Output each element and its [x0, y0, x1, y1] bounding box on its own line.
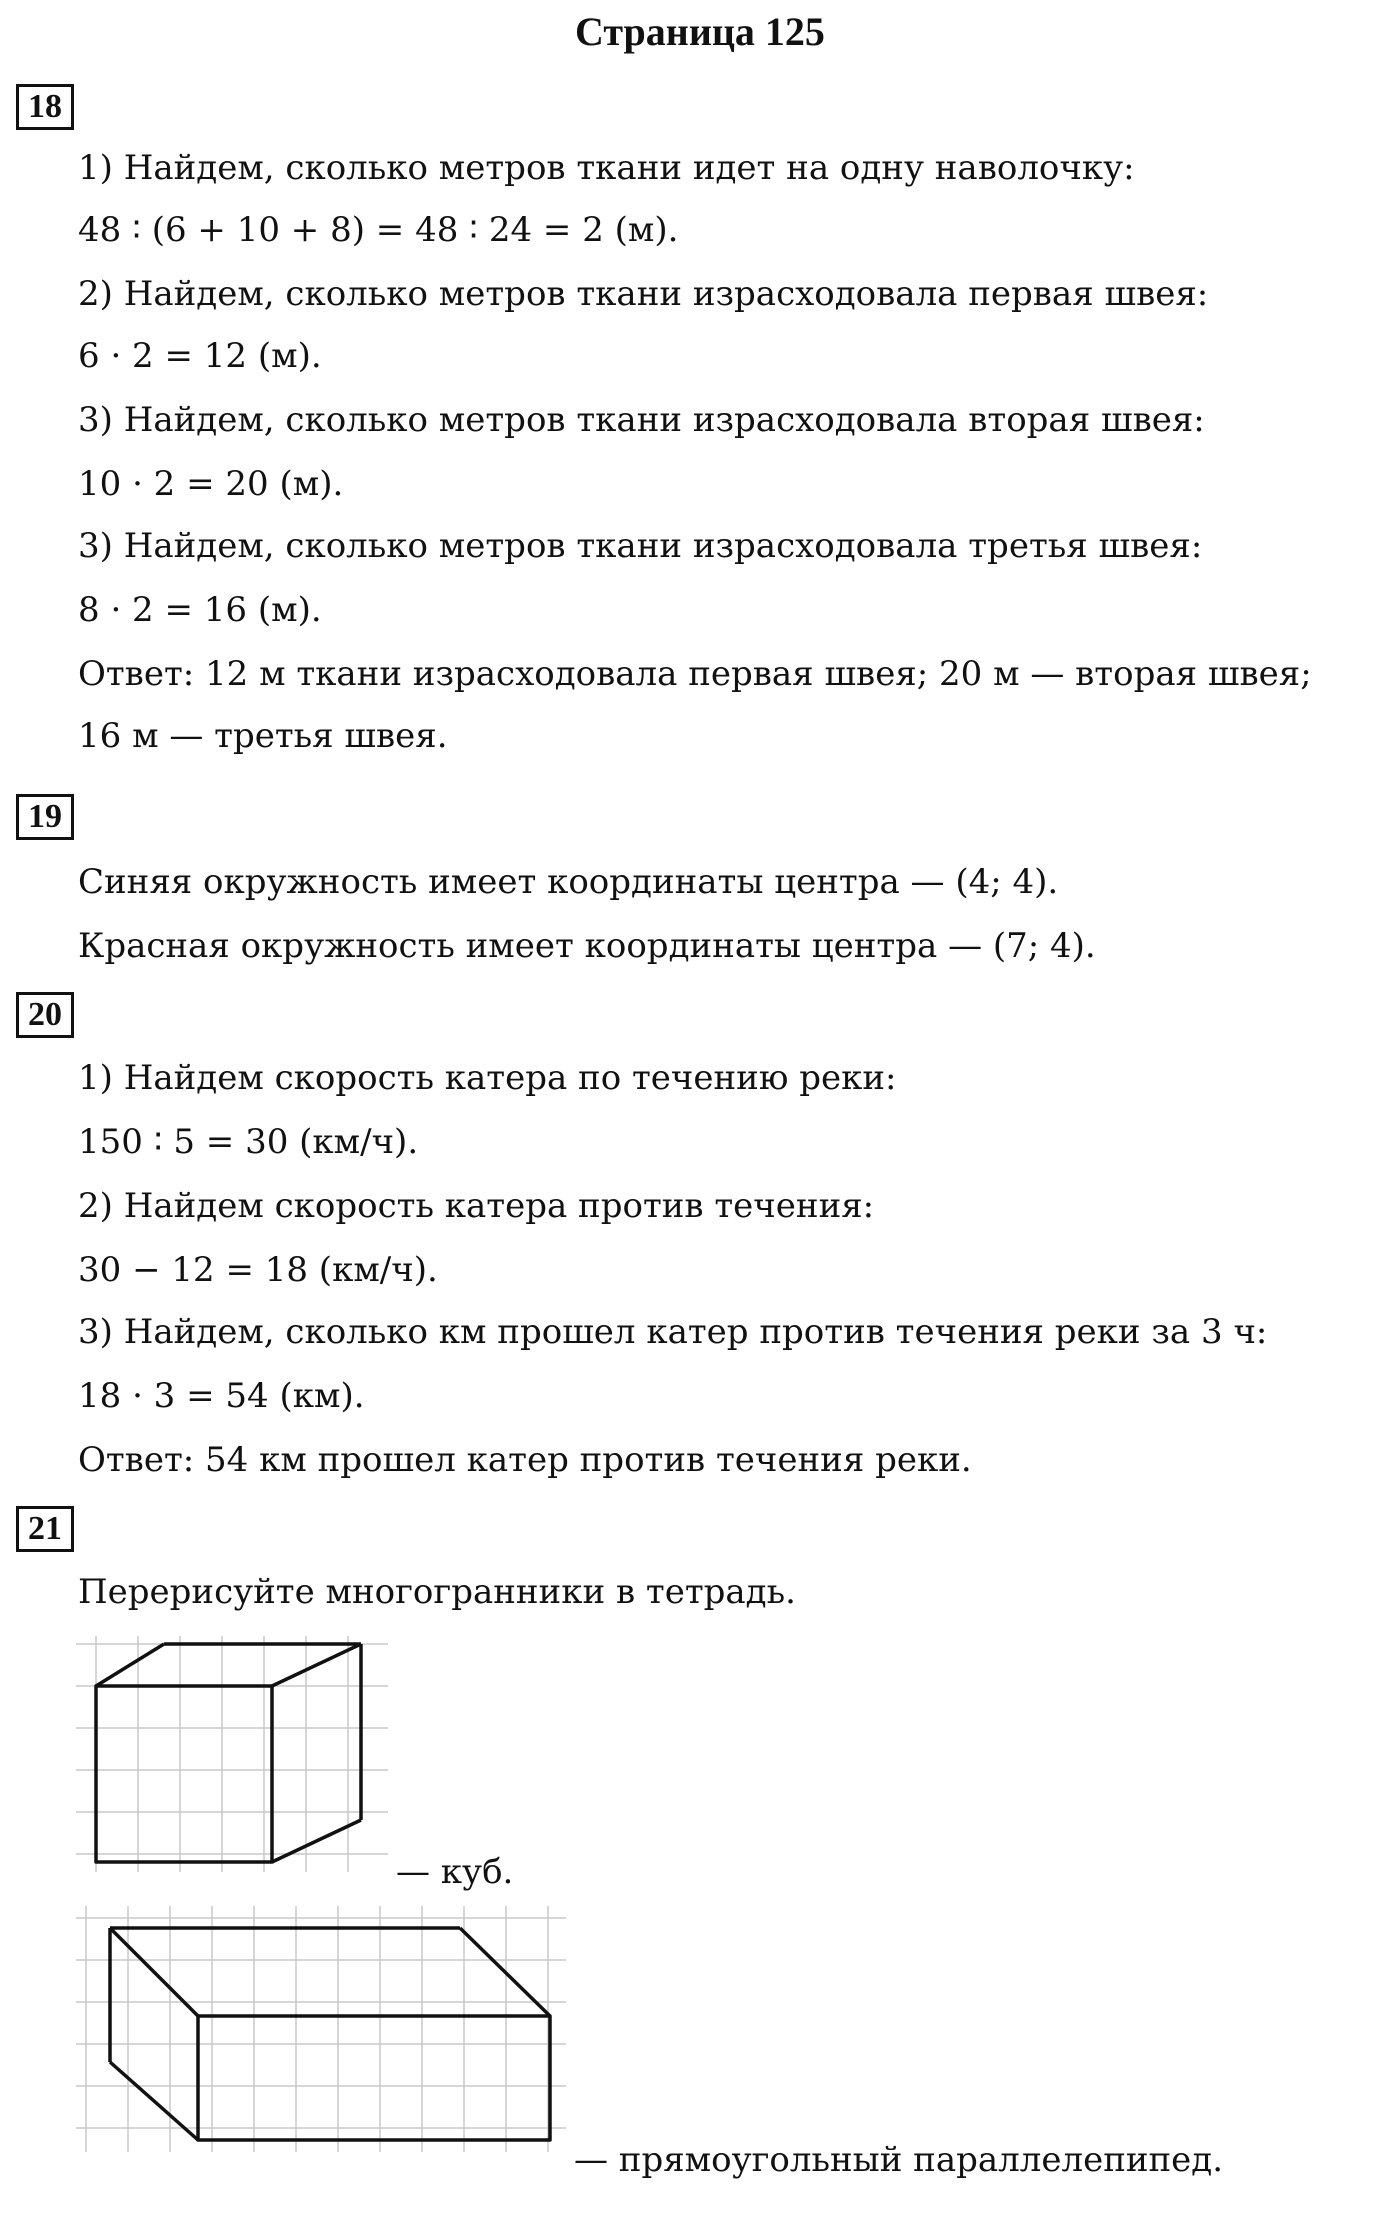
task18-answer-line-1: Ответ: 12 м ткани израсходовала первая швея; 20 м — вторая швея; — [78, 654, 1312, 694]
task18-line-4: 6 · 2 = 12 (м). — [78, 336, 322, 376]
task18-line-2: 48 ∶ (6 + 10 + 8) = 48 ∶ 24 = 2 (м). — [78, 210, 679, 250]
task18-line-6: 10 · 2 = 20 (м). — [78, 464, 344, 504]
task18-line-7: 3) Найдем, сколько метров ткани израсходовала третья швея: — [78, 526, 1203, 566]
task-number-18: 18 — [16, 84, 74, 130]
task18-answer-line-2: 16 м — третья швея. — [78, 716, 448, 756]
task-number-21: 21 — [16, 1506, 74, 1552]
task20-line-2: 150 ∶ 5 = 30 (км/ч). — [78, 1122, 419, 1162]
task18-line-3: 2) Найдем, сколько метров ткани израсходовала первая швея: — [78, 274, 1209, 314]
task20-answer-line: Ответ: 54 км прошел катер против течения реки. — [78, 1440, 972, 1480]
cube-caption: — куб. — [396, 1852, 514, 1892]
task-number-20: 20 — [16, 992, 74, 1038]
page-title: Страница 125 — [575, 9, 825, 54]
box-caption: — прямоугольный параллелепипед. — [574, 2140, 1224, 2180]
task19-line-2: Красная окружность имеет координаты центра — (7; 4). — [78, 926, 1096, 966]
task20-line-1: 1) Найдем скорость катера по течению реки: — [78, 1058, 897, 1098]
task18-line-8: 8 · 2 = 16 (м). — [78, 590, 322, 630]
task19-line-1: Синяя окружность имеет координаты центра — (4; 4). — [78, 862, 1059, 902]
task20-line-4: 30 − 12 = 18 (км/ч). — [78, 1250, 438, 1290]
task18-line-1: 1) Найдем, сколько метров ткани идет на одну наволочку: — [78, 148, 1135, 188]
task18-line-5: 3) Найдем, сколько метров ткани израсходовала вторая швея: — [78, 400, 1205, 440]
task-number-19: 19 — [16, 794, 74, 840]
task21-line-1: Перерисуйте многогранники в тетрадь. — [78, 1572, 796, 1612]
task20-line-6: 18 · 3 = 54 (км). — [78, 1376, 365, 1416]
cube-drawing — [76, 1636, 388, 1872]
box-drawing — [76, 1906, 566, 2152]
task20-line-5: 3) Найдем, сколько км прошел катер против течения реки за 3 ч: — [78, 1312, 1268, 1352]
task20-line-3: 2) Найдем скорость катера против течения: — [78, 1186, 875, 1226]
